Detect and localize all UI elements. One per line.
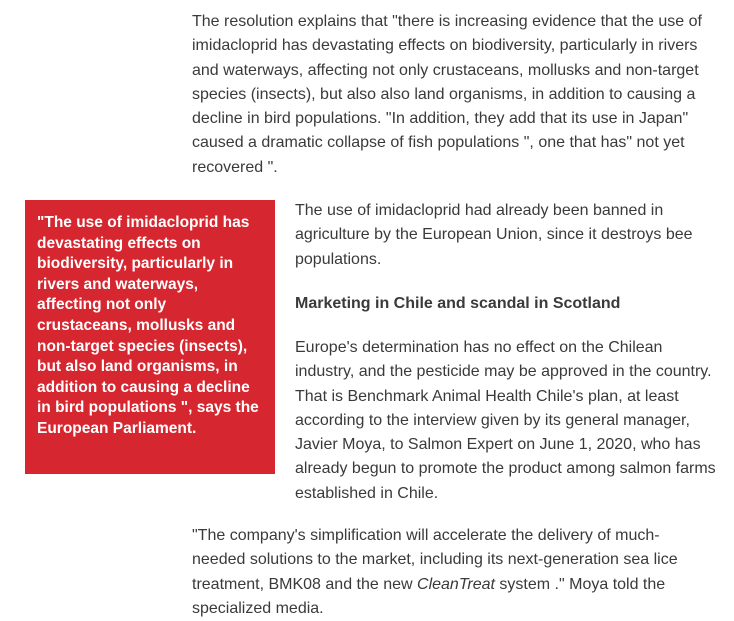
- pull-quote-text: "The use of imidacloprid has devastating effects on biodiversity, particularly in rivers and waterways, affecting not only crustaceans, mollusks and non-target species (insects), but also land organisms, in addition to causing a decline in bird populations ", says the European Parliament.: [37, 214, 259, 437]
- ban-paragraph: The use of imidacloprid had already been banned in agriculture by the European Union, since it destroys bee populations.: [295, 202, 693, 268]
- chile-paragraph: Europe's determination has no effect on the Chilean industry, and the pesticide may be approved in the country. That is Benchmark Animal Health Chile's plan, at least according to the interview given by its general manager, Javier Moya, to Salmon Expert on June 1, 2020, who has already begun to promote the product among salmon farms established in Chile.: [295, 339, 716, 502]
- quote-text-start: "The company's simplification will accelerate the delivery of much-needed solutions to the market, including its next-generation sea lice treatment, BMK08 and the new: [192, 527, 678, 593]
- pull-quote: [25, 200, 275, 474]
- quote-text-end: system ." Moya told the specialized media.: [192, 575, 666, 617]
- quote-paragraph: [192, 524, 712, 621]
- cleantreat-text: CleanTreat: [417, 575, 495, 593]
- section-heading: Marketing in Chile and scandal in Scotland: [295, 295, 621, 312]
- intro-paragraph: The resolution explains that "there is increasing evidence that the use of imidacloprid has devastating effects on biodiversity, particularly in rivers and waterways, affecting not only crustaceans, mollusks and non-target species (insects), but also also land organisms, in addition to causing a decline in bird populations. "In addition, they add that its use in Japan" caused a dramatic collapse of fish populations ", one that has" not yet recovered ".: [192, 13, 702, 176]
